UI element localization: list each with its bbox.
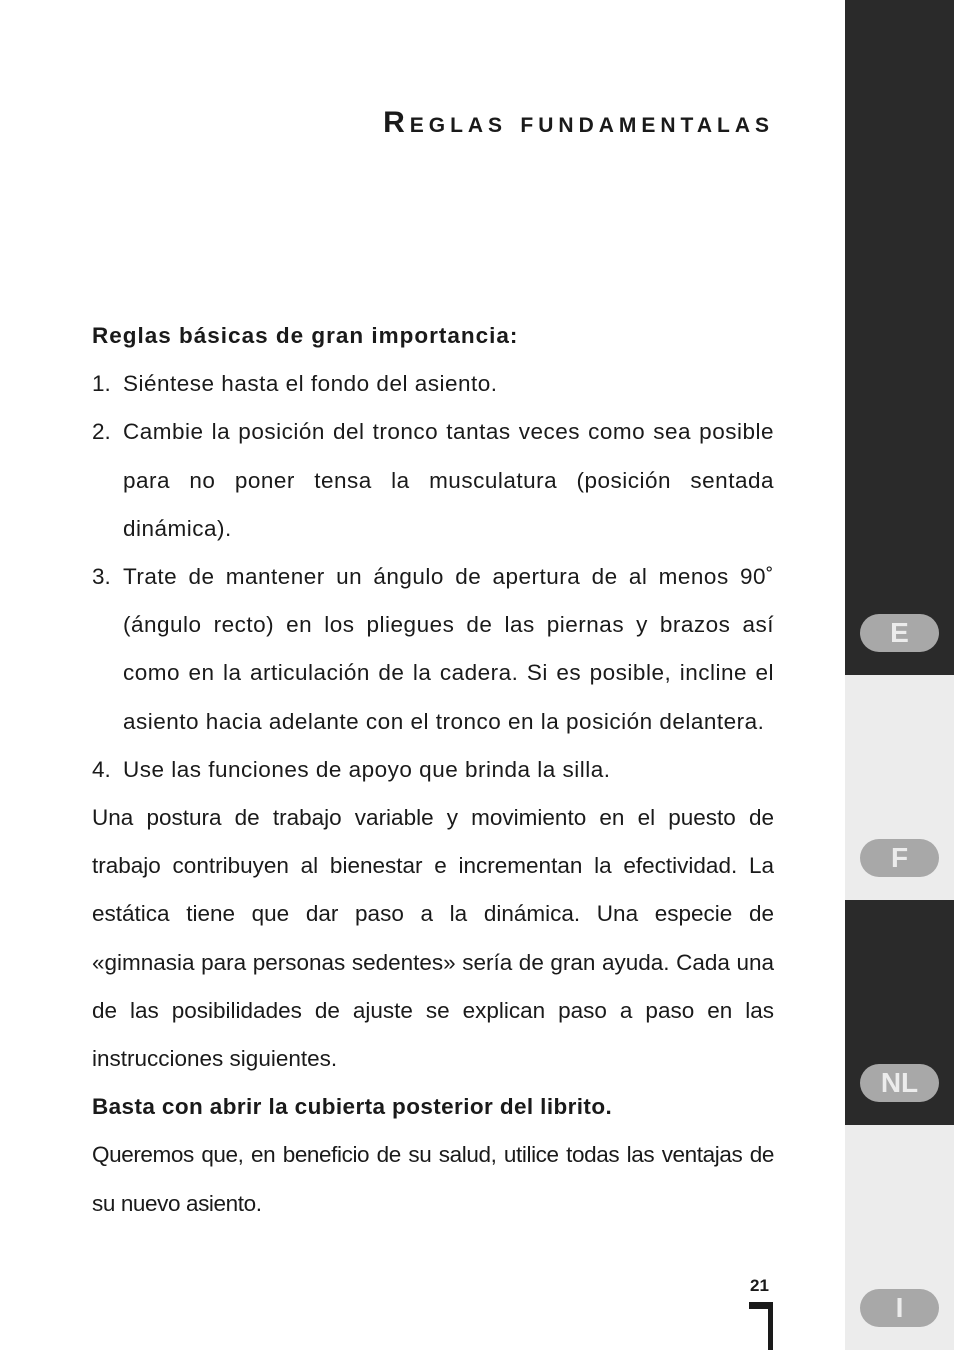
main-content bbox=[92, 312, 774, 1228]
body-paragraph: Una postura de trabajo variable y movimiento en el puesto de trabajo contribuyen al bienestar e incrementan la efectividad. La estática tiene que dar paso a la dinámica. Una especie de «gimnasia para personas sedentes» sería de gran ayuda. Cada una de las posibilidades de ajuste se explican paso a paso en las instrucciones siguientes. bbox=[92, 805, 774, 1072]
corner-crop-mark bbox=[749, 1302, 773, 1350]
tab-i[interactable] bbox=[845, 1125, 954, 1350]
page-title: Reglas fundamentalas bbox=[383, 106, 774, 140]
list-number: 2. bbox=[92, 419, 111, 445]
list-number: 3. bbox=[92, 564, 111, 590]
section-heading: Reglas básicas de gran importancia: bbox=[92, 323, 519, 348]
tab-nl[interactable] bbox=[845, 900, 954, 1125]
page-number: 21 bbox=[750, 1276, 769, 1295]
list-text: Trate de mantener un ángulo de apertura de al menos 90˚ (ángulo recto) en los pliegues de las piernas y brazos así como en la articulación de la cadera. Si es posible, incline el asiento hacia adelante con el tronco en la posición delantera. bbox=[123, 564, 774, 734]
list-number: 1. bbox=[92, 371, 111, 397]
list-item-4 bbox=[92, 746, 774, 794]
tab-nl-label: NL bbox=[860, 1064, 939, 1102]
list-item-1 bbox=[92, 360, 774, 408]
language-tab-strip bbox=[845, 0, 954, 1350]
list-text: Use las funciones de apoyo que brinda la silla. bbox=[123, 756, 611, 782]
tab-i-label: I bbox=[860, 1289, 939, 1327]
closing-paragraph: Queremos que, en beneficio de su salud, utilice todas las ventajas de su nuevo asiento. bbox=[92, 1142, 774, 1216]
tab-e-label: E bbox=[860, 614, 939, 652]
list-text: Siéntese hasta el fondo del asiento. bbox=[123, 371, 498, 397]
list-number: 4. bbox=[92, 756, 111, 782]
list-item-2 bbox=[92, 408, 774, 553]
list-item-3 bbox=[92, 553, 774, 746]
tab-e[interactable] bbox=[845, 0, 954, 675]
list-text: Cambie la posición del tronco tantas veces como sea posible para no poner tensa la musculatura (posición sentada dinámica). bbox=[123, 419, 774, 541]
tab-f[interactable] bbox=[845, 675, 954, 900]
bold-note: Basta con abrir la cubierta posterior del librito. bbox=[92, 1094, 613, 1120]
tab-f-label: F bbox=[860, 839, 939, 877]
